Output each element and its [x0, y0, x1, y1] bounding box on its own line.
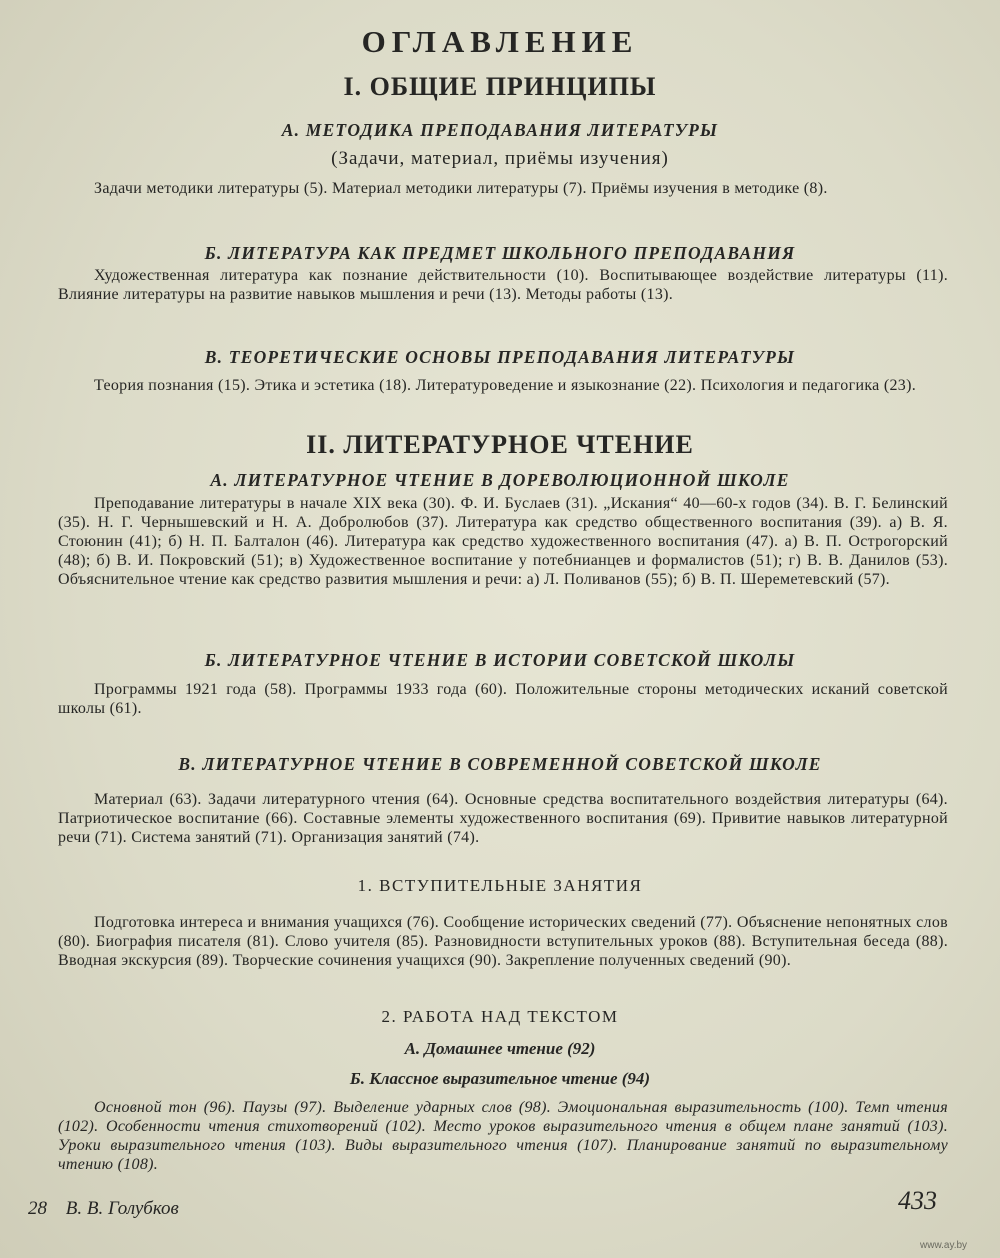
- footer-left: [28, 1198, 179, 1220]
- section-2v-heading: В. ЛИТЕРАТУРНОЕ ЧТЕНИЕ В СОВРЕМЕННОЙ СОВЕТСКОЙ ШКОЛЕ: [178, 754, 822, 774]
- item-class-reading: Б. Классное выразительное чтение (94): [349, 1069, 651, 1088]
- subsection-1-text: Подготовка интереса и внимания учащихся (76). Сообщение исторических сведений (77). Объяснение непонятных слов (80). Биография писателя (81). Слово учителя (85). Разновидности вступительных уроков (88). Вступительная беседа (88). Вводная экскурсия (89). Творческие сочинения учащихся (90). Закрепление полученных сведений (90).: [58, 914, 948, 969]
- subsection-2-heading: 2. РАБОТА НАД ТЕКСТОМ: [381, 1007, 619, 1026]
- section-2v-text: Материал (63). Задачи литературного чтения (64). Основные средства воспитательного воздействия литературы (64). Патриотическое воспитание (66). Составные элементы художественного воспитания (69). Привитие навыков литературной речи (71). Система занятий (71). Организация занятий (74).: [58, 791, 948, 846]
- part-1-heading: I. ОБЩИЕ ПРИНЦИПЫ: [343, 72, 657, 101]
- subsection-2-text: Основной тон (96). Паузы (97). Выделение ударных слов (98). Эмоциональная выразительность (100). Темп чтения (102). Особенности чтения стихотворений (102). Место уроков выразительного чтения в общем плане занятий (103). Уроки выразительного чтения (103). Виды выразительного чтения (107). Планирование занятий по выразительному чтению (108).: [58, 1099, 948, 1173]
- page-number-left: 28: [28, 1198, 47, 1219]
- subsection-1-heading: 1. ВСТУПИТЕЛЬНЫЕ ЗАНЯТИЯ: [357, 876, 643, 895]
- page-title: ОГЛАВЛЕНИЕ: [361, 24, 639, 59]
- watermark: www.ay.by: [920, 1240, 968, 1251]
- section-1b-text: Художественная литература как познание действительности (10). Воспитывающее воздействие литературы (11). Влияние литературы на развитие навыков мышления и речи (13). Методы работы (13).: [58, 267, 948, 303]
- item-home-reading: А. Домашнее чтение (92): [404, 1039, 596, 1058]
- section-2a-text: Преподавание литературы в начале XIX века (30). Ф. И. Буслаев (31). „Искания“ 40—60-х годов (34). В. Г. Белинский (35). Н. Г. Чернышевский и Н. А. Добролюбов (37). Литература как средство общественного воспитания (39). а) В. Я. Стоюнин (41); б) Н. П. Балталон (46). Литература как средство художественного воспитания (47). а) В. П. Острогорский (48); б) В. И. Покровский (51); в) Художественное воспитание у потебнианцев и формалистов (51); г) В. В. Данилов (53). Объяснительное чтение как средство развития мышления и речи: а) Л. Поливанов (55); б) В. П. Шереметевский (57).: [58, 495, 948, 588]
- section-1a-text: Задачи методики литературы (5). Материал методики литературы (7). Приёмы изучения в методике (8).: [94, 180, 828, 197]
- part-2-heading: II. ЛИТЕРАТУРНОЕ ЧТЕНИЕ: [306, 430, 694, 459]
- author-name: В. В. Голубков: [65, 1198, 179, 1219]
- section-2a-heading: А. ЛИТЕРАТУРНОЕ ЧТЕНИЕ В ДОРЕВОЛЮЦИОННОЙ ШКОЛЕ: [210, 470, 790, 490]
- section-2b-text: Программы 1921 года (58). Программы 1933 года (60). Положительные стороны методических исканий советской школы (61).: [58, 681, 948, 717]
- section-1a-heading: А. МЕТОДИКА ПРЕПОДАВАНИЯ ЛИТЕРАТУРЫ: [281, 120, 719, 140]
- section-1b-heading: Б. ЛИТЕРАТУРА КАК ПРЕДМЕТ ШКОЛЬНОГО ПРЕПОДАВАНИЯ: [204, 243, 796, 263]
- section-1a-subheading: (Задачи, материал, приёмы изучения): [331, 148, 669, 169]
- page-number-right: 433: [898, 1186, 937, 1215]
- section-2b-heading: Б. ЛИТЕРАТУРНОЕ ЧТЕНИЕ В ИСТОРИИ СОВЕТСКОЙ ШКОЛЫ: [204, 650, 796, 670]
- section-1v-heading: В. ТЕОРЕТИЧЕСКИЕ ОСНОВЫ ПРЕПОДАВАНИЯ ЛИТЕРАТУРЫ: [204, 347, 796, 367]
- section-1v-text: Теория познания (15). Этика и эстетика (18). Литературоведение и языкознание (22). Психология и педагогика (23).: [94, 377, 917, 394]
